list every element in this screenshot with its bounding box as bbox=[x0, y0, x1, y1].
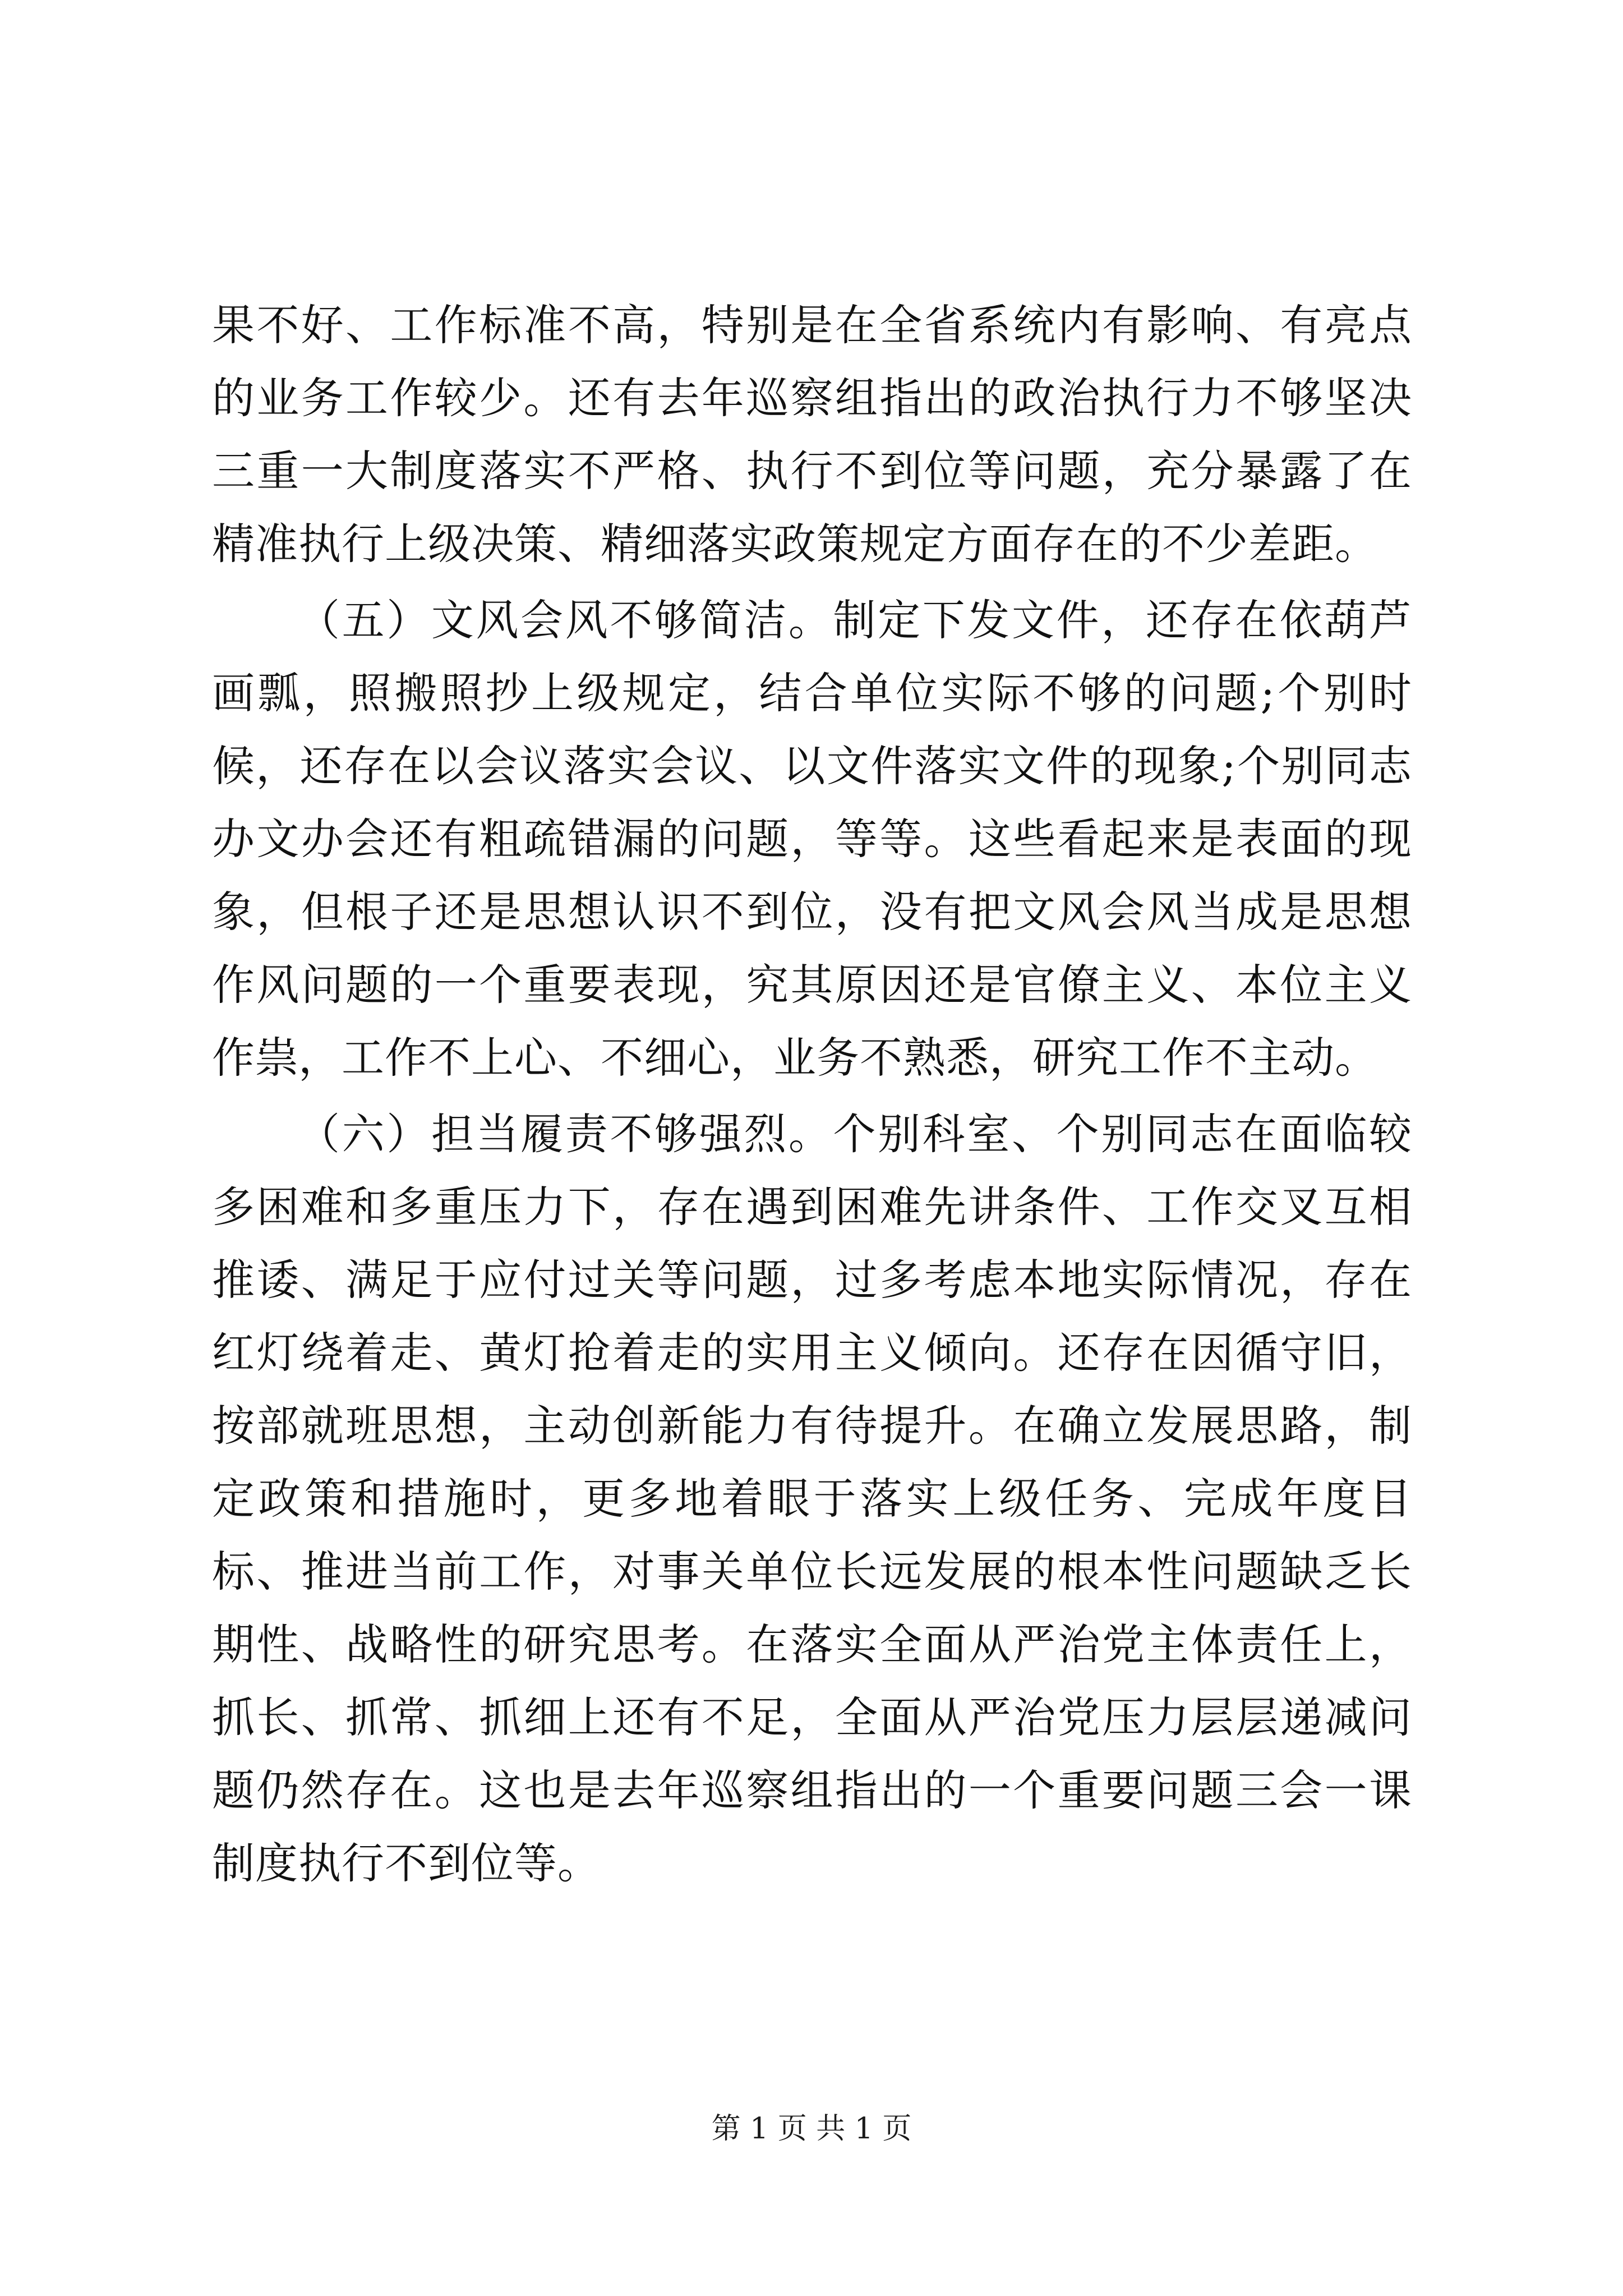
document-body bbox=[212, 289, 1412, 1900]
paragraph-continuation: 果不好、工作标准不高，特别是在全省系统内有影响、有亮点的业务工作较少。还有去年巡察组指出的政治执行力不够坚决三重一大制度落实不严格、执行不到位等问题，充分暴露了在精准执行上级决策、精细落实政策规定方面存在的不少差距。 bbox=[212, 300, 1412, 569]
page-number-footer: 第 1 页 共 1 页 bbox=[711, 2112, 912, 2146]
paragraph-section-five: （五）文风会风不够简洁。制定下发文件，还存在依葫芦画瓢，照搬照抄上级规定，结合单位实际不够的问题;个别时候，还存在以会议落实会议、以文件落实文件的现象;个别同志办文办会还有粗疏错漏的问题，等等。这些看起来是表面的现象，但根子还是思想认识不到位，没有把文风会风当成是思想作风问题的一个重要表现，究其原因还是官僚主义、本位主义作祟，工作不上心、不细心，业务不熟悉，研究工作不主动。 bbox=[212, 595, 1412, 1083]
paragraph-section-six: （六）担当履责不够强烈。个别科室、个别同志在面临较多困难和多重压力下，存在遇到困难先讲条件、工作交叉互相推诿、满足于应付过关等问题，过多考虑本地实际情况，存在红灯绕着走、黄灯抢着走的实用主义倾向。还存在因循守旧，按部就班思想，主动创新能力有待提升。在确立发展思路，制定政策和措施时，更多地着眼于落实上级任务、完成年度目标、推进当前工作，对事关单位长远发展的根本性问题缺乏长期性、战略性的研究思考。在落实全面从严治党主体责任上，抓长、抓常、抓细上还有不足，全面从严治党压力层层递减问题仍然存在。这也是去年巡察组指出的一个重要问题三会一课制度执行不到位等。 bbox=[212, 1109, 1412, 1888]
